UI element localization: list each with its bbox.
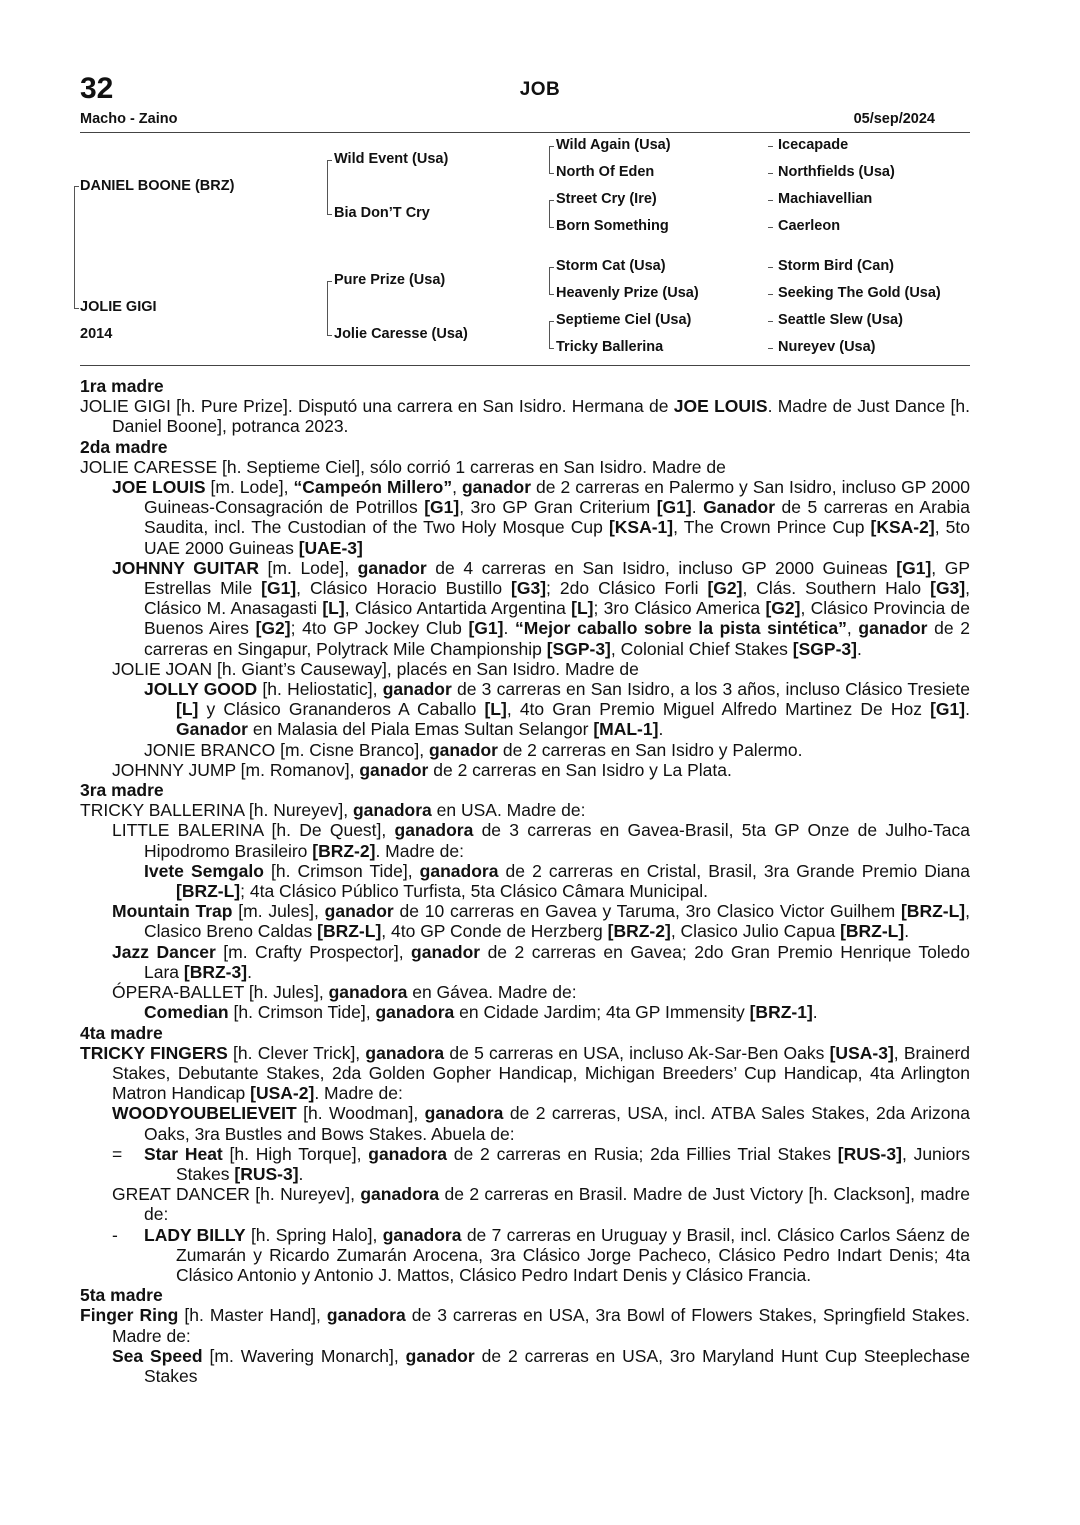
- entry-text: de 2 carreras en Rusia; 2da Fillies Trial Stakes: [447, 1143, 838, 1164]
- entry-text: de 2 carreras en Singapur, Polytrack Mile Championship: [144, 618, 970, 659]
- entry-text: en Cidade Jardim; 4ta GP Immensity: [454, 1002, 750, 1023]
- entry-text: [h. Clever Trick],: [227, 1042, 366, 1063]
- lot-number: 32: [80, 72, 114, 105]
- bold-text: Ivete Semgalo: [144, 860, 264, 881]
- bold-text: ganadora: [394, 820, 474, 841]
- bold-text: [G3]: [511, 578, 547, 599]
- entry-text: [h. Master Hand],: [178, 1305, 327, 1326]
- bold-text: ganadora: [419, 860, 499, 881]
- pedigree-gen4-3: Machiavellian: [778, 191, 873, 207]
- catalog-date: 05/sep/2024: [853, 111, 935, 127]
- pedigree-divider: [80, 365, 970, 366]
- bold-text: ganadora: [352, 800, 432, 821]
- entry-text: JONIE BRANCO [m. Cisne Branco],: [144, 739, 429, 760]
- entry-text: .: [812, 1002, 818, 1023]
- bold-text: [G1]: [896, 557, 932, 578]
- bold-text: [BRZ-1]: [749, 1002, 813, 1023]
- produce-entry: [80, 901, 970, 941]
- entry-text: de 2 carreras en Brasil. Madre de Just Victory [h. Clackson], madre de:: [144, 1184, 971, 1225]
- entry-text: .: [658, 719, 664, 740]
- entry-text: . Madre de:: [314, 1083, 403, 1104]
- entry-text: , 4to GP Conde de Herzberg: [381, 921, 608, 942]
- produce-entry: [80, 1043, 970, 1104]
- entry-text: de 2 carreras en Cristal, Brasil, 3ra Grande Premio Diana: [498, 860, 970, 881]
- bold-text: ganador: [411, 941, 481, 962]
- bold-text: [G2]: [707, 578, 743, 599]
- entry-text: de 2 carreras en San Isidro y Palermo.: [497, 739, 803, 760]
- bold-text: JOE LOUIS: [673, 396, 768, 417]
- bold-text: [BRZ-3]: [183, 961, 248, 982]
- section-heading: 5ta madre: [80, 1285, 163, 1306]
- entry-text: , Clás. Southern Halo: [742, 578, 931, 599]
- produce-entry: [80, 1103, 970, 1143]
- bold-text: ganador: [428, 739, 498, 760]
- pedigree-gen3-8: Tricky Ballerina: [556, 339, 664, 355]
- produce-entry: [80, 558, 970, 659]
- pedigree-gen4-2: Northfields (Usa): [778, 164, 895, 180]
- pedigree-dam-dam: Jolie Caresse (Usa): [334, 326, 468, 342]
- bold-text: ganador: [858, 618, 928, 639]
- pedigree-dam: JOLIE GIGI: [80, 299, 157, 315]
- entry-text: de 3 carreras en USA, 3ra Bowl of Flowers Stakes, Springfield Stakes. Madre de:: [112, 1305, 971, 1346]
- bold-text: ganador: [382, 679, 452, 700]
- pedigree-gen3-6: Heavenly Prize (Usa): [556, 285, 699, 301]
- pedigree-gen3-2: North Of Eden: [556, 164, 655, 180]
- bold-text: TRICKY FINGERS: [80, 1042, 228, 1063]
- entry-text: . Madre de Just Dance [h. Daniel Boone], potranca 2023.: [112, 396, 970, 437]
- entry-text: [m. Crafty Prospector],: [215, 941, 412, 962]
- pedigree-dam-sire: Pure Prize (Usa): [334, 272, 446, 288]
- entry-text: ,: [452, 477, 462, 498]
- sex-color: Macho - Zaino: [80, 111, 178, 127]
- entry-text: TRICKY BALLERINA [h. Nureyev],: [80, 800, 353, 821]
- produce-entry: [80, 1346, 970, 1386]
- entry-text: y Clásico Grananderos A Caballo: [198, 699, 485, 720]
- bold-text: [BRZ-L]: [317, 921, 382, 942]
- bold-text: Ganador: [176, 719, 248, 740]
- bold-text: “Mejor caballo sobre la pista sintética”: [515, 618, 847, 639]
- entry-text: [h. Woodman],: [296, 1103, 425, 1124]
- produce-entry: [80, 740, 970, 760]
- bold-text: [USA-2]: [250, 1083, 315, 1104]
- bold-text: [G3]: [930, 578, 966, 599]
- pedigree-gen4-1: Icecapade: [778, 137, 849, 153]
- entry-text: , GP Estrellas Mile: [144, 557, 970, 599]
- entry-text: .: [298, 1163, 304, 1184]
- entry-text: , Clásico Antartida Argentina: [344, 598, 572, 619]
- entry-text: , Clásico Provincia de Buenos Aires: [144, 598, 970, 639]
- entry-text: JOHNNY JUMP [m. Romanov],: [112, 759, 360, 780]
- produce-entry: [80, 1225, 970, 1286]
- pedigree-gen4-4: Caerleon: [778, 218, 841, 234]
- produce-record: [80, 376, 970, 1386]
- entry-text: .: [503, 618, 516, 639]
- entry-text: en Gávea. Madre de:: [407, 982, 577, 1003]
- entry-text: , Clásico Horacio Bustillo: [296, 578, 512, 599]
- entry-text: ; 3ro Clásico America: [593, 598, 766, 619]
- bold-text: [G1]: [468, 618, 504, 639]
- produce-entry: [80, 679, 970, 740]
- pedigree-gen4-5: Storm Bird (Can): [778, 258, 894, 274]
- entry-text: , 5to UAE 2000 Guineas: [144, 517, 970, 558]
- produce-entry: [80, 1144, 970, 1184]
- entry-text: , Juniors Stakes: [176, 1143, 970, 1184]
- entry-text: de 3 carreras en San Isidro, a los 3 años, incluso Clásico Tresiete: [451, 679, 970, 700]
- entry-text: en Malasia del Piala Emas Sultan Selangor: [247, 719, 594, 740]
- produce-entry: [80, 800, 970, 820]
- bold-text: ganadora: [375, 1002, 455, 1023]
- produce-entry: [80, 1184, 970, 1224]
- entry-text: JOLIE JOAN [h. Giant’s Causeway], placés en San Isidro. Madre de: [112, 658, 639, 679]
- bold-text: ganadora: [365, 1042, 445, 1063]
- produce-entry: [80, 396, 970, 436]
- entry-text: [m. Wavering Monarch],: [202, 1345, 406, 1366]
- pedigree-gen3-7: Septieme Ciel (Usa): [556, 312, 692, 328]
- bold-text: [L]: [484, 699, 507, 720]
- bold-text: [MAL-1]: [593, 719, 659, 740]
- produce-entry: [80, 457, 970, 477]
- produce-entry: [80, 942, 970, 982]
- entry-marker: -: [112, 1224, 118, 1245]
- bold-text: JOE LOUIS: [112, 477, 206, 498]
- entry-text: , Clásico M. Anasagasti: [144, 578, 971, 619]
- bold-text: [BRZ-2]: [312, 840, 376, 861]
- pedigree-gen4-7: Seattle Slew (Usa): [778, 312, 903, 328]
- entry-text: JOLIE CARESSE [h. Septieme Ciel], sólo corrió 1 carreras en San Isidro. Madre de: [80, 456, 726, 477]
- bold-text: [G1]: [656, 497, 692, 518]
- bold-text: LADY BILLY: [144, 1224, 246, 1245]
- bold-text: [UAE-3]: [298, 537, 363, 558]
- entry-text: .: [247, 961, 252, 982]
- bold-text: ganador: [405, 1345, 475, 1366]
- entry-text: , Clasico Julio Capua: [670, 921, 841, 942]
- bold-text: [G1]: [424, 497, 460, 518]
- pedigree-sire-sire: Wild Event (Usa): [334, 151, 449, 167]
- bold-text: [KSA-2]: [870, 517, 935, 538]
- bold-text: [SGP-3]: [546, 638, 611, 659]
- entry-text: ,: [846, 618, 859, 639]
- bold-text: Mountain Trap: [112, 901, 233, 922]
- bold-text: JOHNNY GUITAR: [112, 557, 259, 578]
- pedigree-gen4-6: Seeking The Gold (Usa): [778, 285, 941, 301]
- bold-text: ganadora: [360, 1184, 440, 1205]
- bold-text: [BRZ-L]: [900, 901, 966, 922]
- entry-text: , Clasico Breno Caldas: [144, 901, 970, 942]
- bold-text: ganadora: [326, 1305, 406, 1326]
- entry-text: [h. Spring Halo],: [245, 1224, 383, 1245]
- bold-text: [USA-3]: [829, 1042, 894, 1063]
- produce-entry: [80, 820, 970, 860]
- entry-text: en USA. Madre de:: [431, 800, 586, 821]
- entry-text: [h. Crimson Tide],: [263, 860, 420, 881]
- birth-year: 2014: [80, 326, 113, 342]
- entry-text: . Madre de:: [375, 840, 464, 861]
- entry-text: ; 4to GP Jockey Club: [290, 618, 469, 639]
- bold-text: [RUS-3]: [234, 1163, 299, 1184]
- produce-entry: [80, 659, 970, 679]
- entry-text: .: [856, 638, 862, 659]
- section-heading: 2da madre: [80, 436, 168, 457]
- bold-text: ganador: [357, 557, 427, 578]
- entry-marker: =: [112, 1143, 123, 1164]
- bold-text: [L]: [176, 699, 199, 720]
- entry-text: , Colonial Chief Stakes: [610, 638, 793, 659]
- bold-text: ganadora: [424, 1103, 504, 1124]
- horse-name: JOB: [519, 79, 561, 100]
- bold-text: Jazz Dancer: [112, 941, 216, 962]
- entry-text: de 4 carreras en San Isidro, incluso GP 2000 Guineas: [426, 557, 897, 578]
- pedigree-sire: DANIEL BOONE (BRZ): [80, 178, 235, 194]
- entry-text: ; 4ta Clásico Público Turfista, 5ta Clásico Câmara Municipal.: [240, 881, 708, 902]
- pedigree-gen3-4: Born Something: [556, 218, 669, 234]
- bold-text: [G1]: [261, 578, 297, 599]
- bold-text: ganadora: [328, 982, 408, 1003]
- entry-text: de 2 carreras en Palermo y San Isidro, incluso GP 2000 Guineas-Consagración de Potrillos: [144, 477, 970, 518]
- bold-text: [KSA-1]: [608, 517, 674, 538]
- entry-text: .: [965, 699, 970, 720]
- bold-text: [G2]: [255, 618, 291, 639]
- bold-text: JOLLY GOOD: [144, 679, 258, 700]
- entry-text: .: [904, 921, 910, 942]
- bold-text: [SGP-3]: [792, 638, 857, 659]
- pedigree-gen3-3: Street Cry (Ire): [556, 191, 657, 207]
- bold-text: Sea Speed: [112, 1345, 203, 1366]
- bold-text: ganadora: [368, 1143, 448, 1164]
- bold-text: Comedian: [144, 1002, 229, 1023]
- bold-text: [L]: [322, 598, 345, 619]
- bold-text: Star Heat: [144, 1143, 223, 1164]
- entry-text: [h. Crimson Tide],: [228, 1002, 376, 1023]
- bold-text: ganador: [461, 477, 532, 498]
- entry-text: GREAT DANCER [h. Nureyev],: [112, 1184, 361, 1205]
- entry-text: [m. Jules],: [232, 901, 325, 922]
- pedigree-gen4-8: Nureyev (Usa): [778, 339, 876, 355]
- entry-text: JOLIE GIGI [h. Pure Prize]. Disputó una carrera en San Isidro. Hermana de: [80, 396, 674, 417]
- entry-text: [m. Lode],: [205, 477, 294, 498]
- produce-entry: [80, 861, 970, 901]
- produce-entry: [80, 760, 970, 780]
- entry-text: ; 2do Clásico Forli: [546, 578, 708, 599]
- entry-text: , The Crown Prince Cup: [673, 517, 871, 538]
- entry-text: de 2 carreras en San Isidro y La Plata.: [428, 759, 732, 780]
- bold-text: ganador: [359, 759, 429, 780]
- produce-entry: [80, 1305, 970, 1345]
- bold-text: ganador: [324, 901, 394, 922]
- pedigree-sire-dam: Bia Don’T Cry: [334, 205, 430, 221]
- header-divider: [80, 132, 970, 133]
- bold-text: [BRZ-L]: [840, 921, 905, 942]
- pedigree-gen3-1: Wild Again (Usa): [556, 137, 671, 153]
- entry-text: [h. Heliostatic],: [257, 679, 383, 700]
- entry-text: .: [691, 497, 704, 518]
- bold-text: “Campeón Millero”: [293, 477, 453, 498]
- entry-text: de 10 carreras en Gavea y Taruma, 3ro Clasico Victor Guilhem: [393, 901, 901, 922]
- entry-text: , Brainerd Stakes, Debutante Stakes, 2da Golden Gopher Handicap, Michigan Breeders’ Cup Handicap, 4ta Arlington Matron Handicap: [112, 1042, 971, 1104]
- entry-text: de 7 carreras en Uruguay y Brasil, incl. Clásico Carlos Sáenz de Zumarán y Ricardo Zumarán Arocena, 3ra Clásico Jorge Pacheco, Clásico Pedro Indart Denis; 4ta Clásico Antonio y Antonio J. Mattos, Clásico Pedro Indart Denis y Clásico Francia.: [176, 1224, 970, 1285]
- entry-text: [m. Lode],: [258, 557, 358, 578]
- entry-text: , 3ro GP Gran Criterium: [459, 497, 657, 518]
- entry-text: de 2 carreras en Gavea; 2do Gran Premio Henrique Toledo Lara: [144, 941, 970, 982]
- entry-text: de 2 carreras en USA, 3ro Maryland Hunt Cup Steeplechase Stakes: [144, 1345, 970, 1386]
- pedigree-gen3-5: Storm Cat (Usa): [556, 258, 666, 274]
- entry-text: de 3 carreras en Gavea-Brasil, 5ta GP Onze de Julho-Taca Hipodromo Brasileiro: [144, 820, 970, 861]
- section-heading: 1ra madre: [80, 376, 164, 396]
- bold-text: Finger Ring: [80, 1305, 179, 1326]
- entry-text: de 5 carreras en USA, incluso Ak-Sar-Ben Oaks: [444, 1042, 830, 1063]
- entry-text: de 2 carreras, USA, incl. ATBA Sales Stakes, 2da Arizona Oaks, 3ra Bustles and Bows Stakes. Abuela de:: [144, 1103, 970, 1144]
- bold-text: [G2]: [765, 598, 801, 619]
- section-heading: 3ra madre: [80, 780, 164, 801]
- entry-text: ÓPERA-BALLET [h. Jules],: [112, 982, 329, 1003]
- produce-entry: [80, 982, 970, 1002]
- bold-text: [RUS-3]: [837, 1143, 902, 1164]
- bold-text: [L]: [571, 598, 594, 619]
- bold-text: [G1]: [930, 699, 966, 720]
- bold-text: Ganador: [703, 497, 776, 518]
- entry-text: [h. High Torque],: [222, 1143, 369, 1164]
- entry-text: LITTLE BALERINA [h. De Quest],: [112, 820, 395, 841]
- produce-entry: [80, 477, 970, 558]
- bold-text: ganadora: [382, 1224, 462, 1245]
- bold-text: WOODYOUBELIEVEIT: [112, 1103, 297, 1124]
- entry-text: de 5 carreras en Arabia Saudita, incl. The Custodian of the Two Holy Mosque Cup: [144, 497, 970, 538]
- produce-entry: [80, 1002, 970, 1022]
- section-heading: 4ta madre: [80, 1022, 163, 1043]
- bold-text: [BRZ-2]: [607, 921, 671, 942]
- bold-text: [BRZ-L]: [176, 881, 241, 902]
- entry-text: , 4to Gran Premio Miguel Alfredo Martinez De Hoz: [506, 699, 931, 720]
